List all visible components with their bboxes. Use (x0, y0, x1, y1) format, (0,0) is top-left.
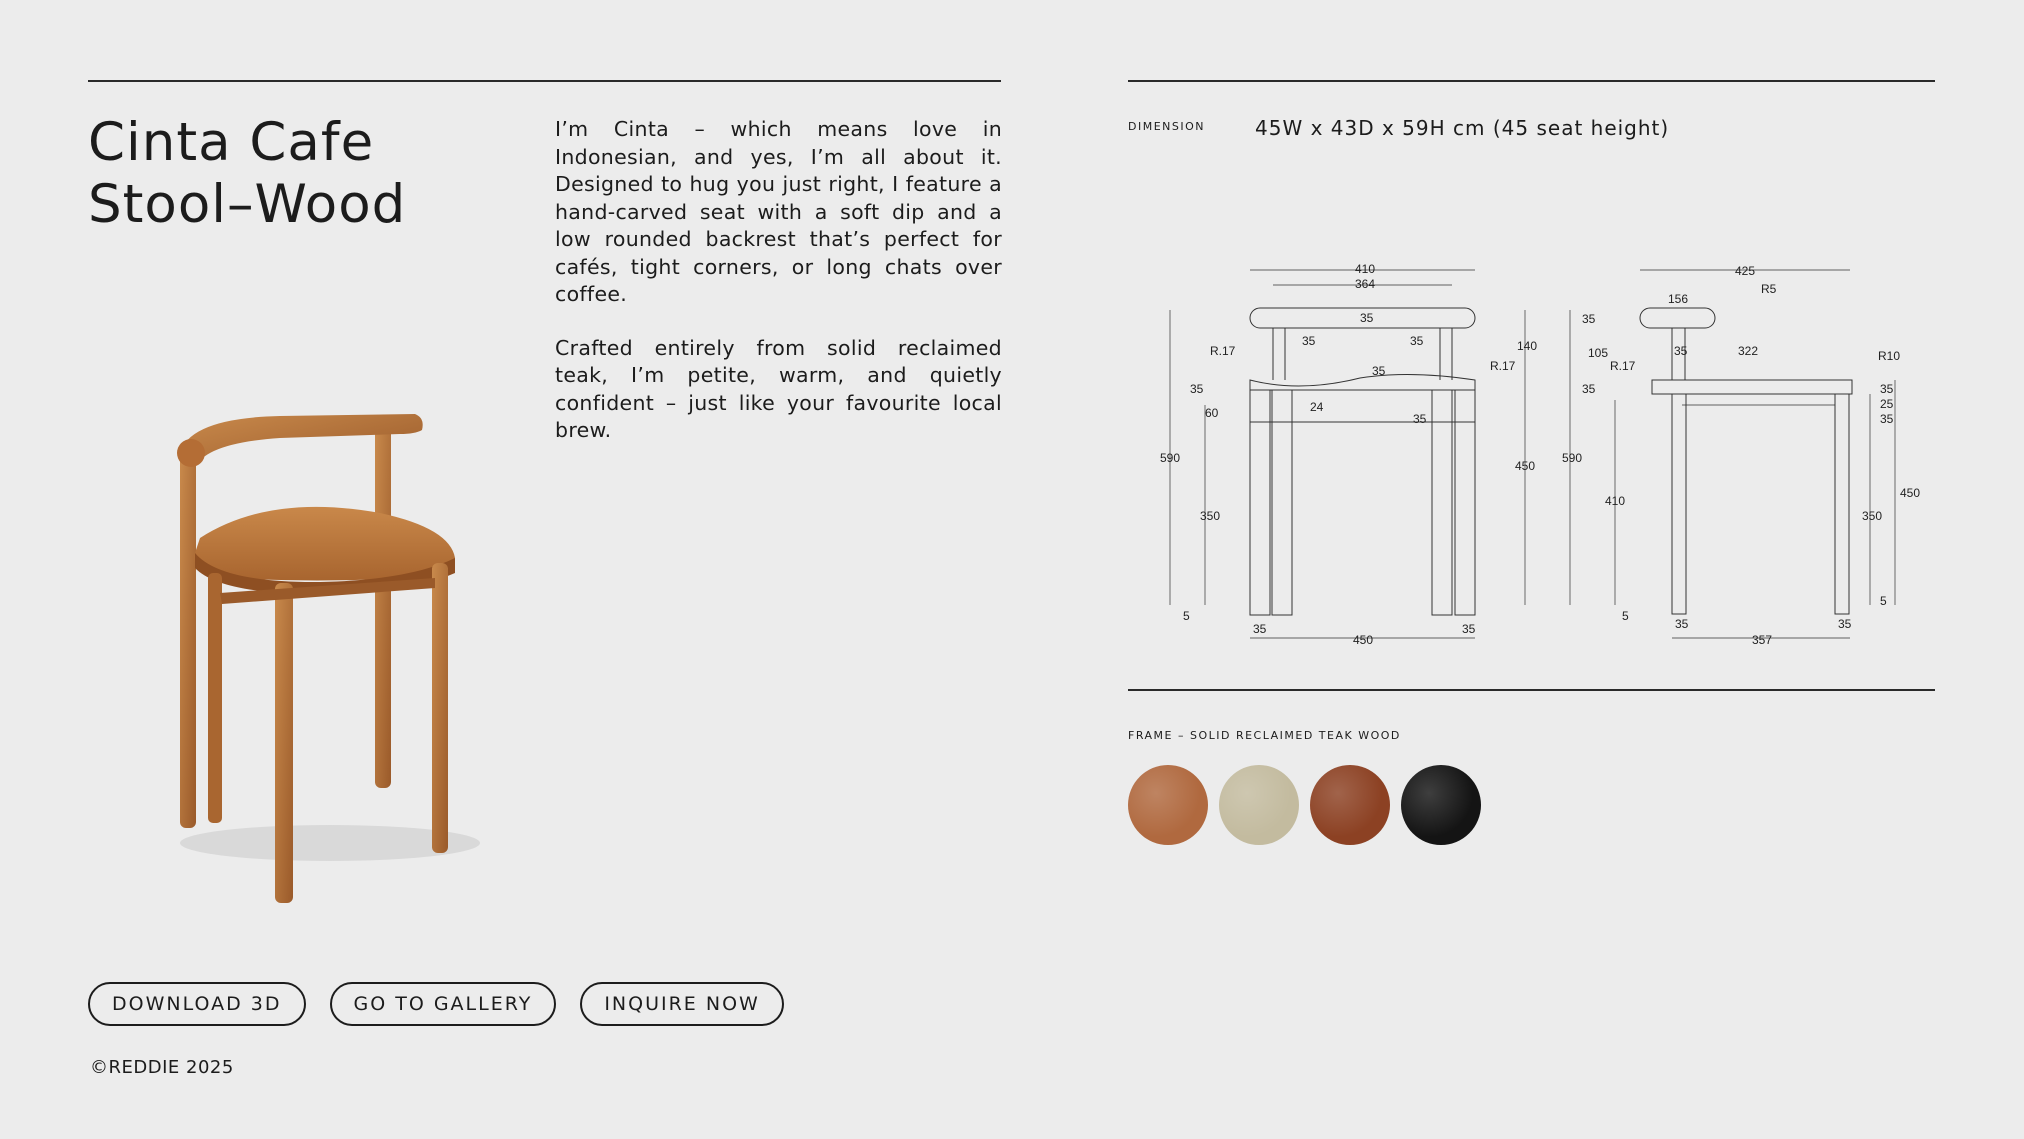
description-paragraph: I’m Cinta – which means love in Indonesian, and yes, I’m all about it. Designed to hug you just right, I feature a hand-carved seat with a soft dip and a low rounded backrest that’s perfect for cafés, tight corners, or long chats over coffee. (555, 117, 1002, 306)
copyright: ©REDDIE 2025 (90, 1057, 234, 1078)
dim-front-rail35: 35 (1413, 412, 1427, 426)
dim-side-425: 425 (1735, 264, 1756, 278)
description-paragraph: Crafted entirely from solid reclaimed teak, I’m petite, warm, and quietly confident – just like your favourite local brew. (555, 335, 1002, 442)
dim-front-r17b: R.17 (1490, 359, 1516, 373)
dim-front-mid35: 35 (1372, 364, 1386, 378)
chair-photo (160, 398, 560, 918)
dim-front-410: 410 (1355, 262, 1376, 276)
dim-side-590: 590 (1562, 451, 1583, 465)
dim-side-l35: 35 (1582, 382, 1596, 396)
dim-front-right35: 35 (1410, 334, 1424, 348)
dim-front-r17a: R.17 (1210, 344, 1236, 358)
dim-front-450w: 450 (1353, 633, 1374, 647)
swatch-bleached-teak[interactable] (1219, 765, 1299, 845)
front-view-drawing (1170, 270, 1525, 638)
go-to-gallery-button[interactable]: GO TO GALLERY (330, 982, 557, 1026)
dim-front-left35: 35 (1302, 334, 1316, 348)
frame-material-label: FRAME – SOLID RECLAIMED TEAK WOOD (1128, 729, 1401, 742)
dim-side-357: 357 (1752, 633, 1773, 647)
dim-side-a25: 25 (1880, 397, 1894, 411)
dim-front-5: 5 (1183, 609, 1190, 623)
product-title (88, 112, 406, 236)
dim-side-156: 156 (1668, 292, 1689, 306)
dim-side-a35b: 35 (1880, 412, 1894, 426)
technical-drawings (1150, 255, 1930, 655)
dim-front-24: 24 (1310, 400, 1324, 414)
swatch-natural-teak[interactable] (1128, 765, 1208, 845)
dim-side-r5: R5 (1761, 282, 1777, 296)
product-title-line1: Cinta Cafe (88, 112, 375, 173)
swatch-black-teak[interactable] (1401, 765, 1481, 845)
dim-front-450h: 450 (1515, 459, 1536, 473)
top-divider-left (88, 80, 1001, 82)
dim-front-350: 350 (1200, 509, 1221, 523)
dimension-label: DIMENSION (1128, 120, 1205, 133)
dim-side-a35: 35 (1880, 382, 1894, 396)
dim-front-l35: 35 (1190, 382, 1204, 396)
inquire-now-button[interactable]: INQUIRE NOW (580, 982, 783, 1026)
action-buttons (88, 982, 784, 1026)
dim-front-leg35b: 35 (1462, 622, 1476, 636)
dim-front-leg35a: 35 (1253, 622, 1267, 636)
dim-side-r17: R.17 (1610, 359, 1636, 373)
dim-front-590: 590 (1160, 451, 1181, 465)
product-description (555, 116, 1002, 471)
dim-side-leg35a: 35 (1675, 617, 1689, 631)
dim-side-leg35b: 35 (1838, 617, 1852, 631)
mid-divider-right (1128, 689, 1935, 691)
top-divider-right (1128, 80, 1935, 82)
dim-side-t35: 35 (1582, 312, 1596, 326)
dim-side-fr5: 5 (1880, 594, 1887, 608)
dim-side-410: 410 (1605, 494, 1626, 508)
dim-front-top35: 35 (1360, 311, 1374, 325)
dim-side-r10: R10 (1878, 349, 1901, 363)
product-title-line2: Stool–Wood (88, 174, 407, 235)
download-3d-button[interactable]: DOWNLOAD 3D (88, 982, 306, 1026)
swatch-walnut-teak[interactable] (1310, 765, 1390, 845)
dimension-value: 45W x 43D x 59H cm (45 seat height) (1255, 116, 1670, 140)
dim-front-364: 364 (1355, 277, 1376, 291)
dim-side-322: 322 (1738, 344, 1759, 358)
side-view-drawing (1570, 270, 1895, 638)
dim-side-450: 450 (1900, 486, 1921, 500)
dim-side-105: 105 (1588, 346, 1609, 360)
dim-front-140: 140 (1517, 339, 1538, 353)
dim-side-350: 350 (1862, 509, 1883, 523)
dim-front-60: 60 (1205, 406, 1219, 420)
dim-side-f5: 5 (1622, 609, 1629, 623)
dim-side-c35: 35 (1674, 344, 1688, 358)
finish-swatches (1128, 765, 1481, 845)
